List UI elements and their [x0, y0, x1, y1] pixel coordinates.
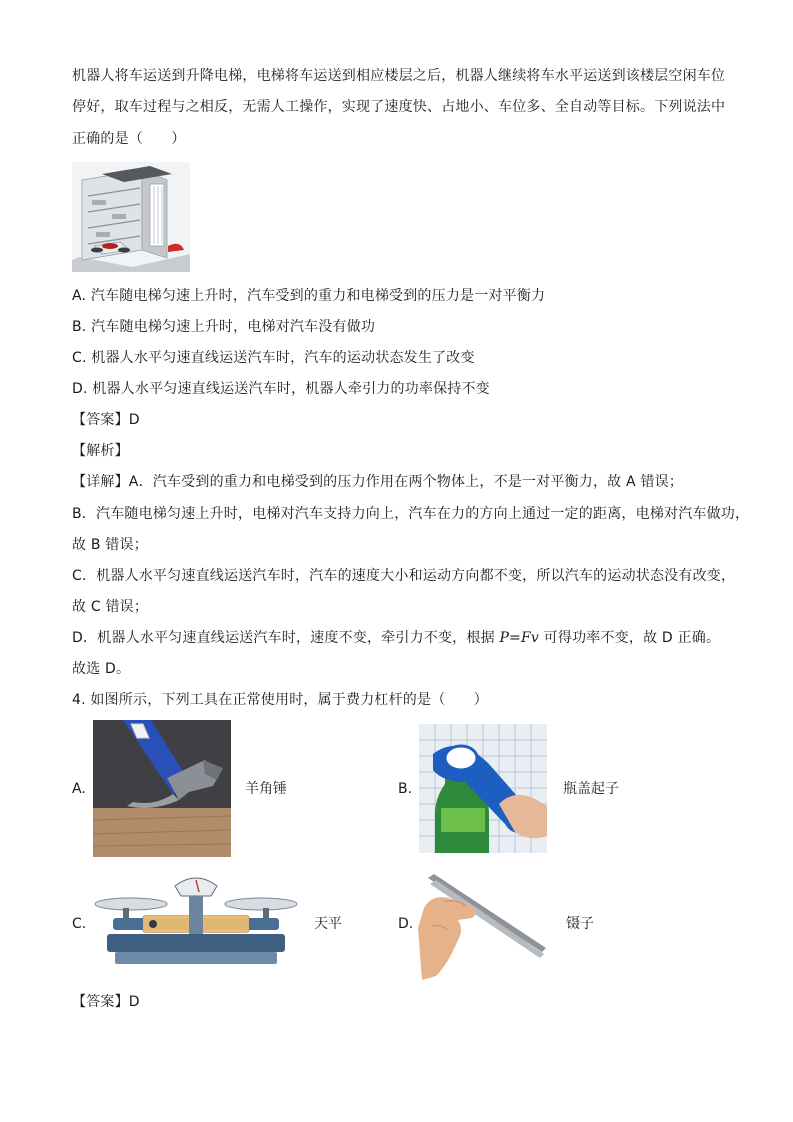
q3-detail-a: 【详解】A．汽车受到的重力和电梯受到的压力作用在两个物体上，不是一对平衡力，故 A 错误；: [72, 474, 684, 490]
q3-option-c: C. 机器人水平匀速直线运送汽车时，汽车的运动状态发生了改变: [72, 350, 475, 366]
balance-scale-image: [93, 872, 299, 974]
parking-garage-figure: [72, 162, 190, 272]
q3-detail-d-post: 可得功率不变，故 D 正确。: [539, 630, 721, 646]
q3-detail-b-2: 故 B 错误；: [72, 537, 148, 553]
bottle-opener-image: [419, 724, 547, 853]
q4-option-c-name: 天平: [314, 916, 342, 932]
q3-detail-c-1: C．机器人水平匀速直线运送汽车时，汽车的速度大小和运动方向都不变，所以汽车的运动状态没有改变，: [72, 568, 736, 584]
intro-line-2: 停好，取车过程与之相反，无需人工操作，实现了速度快、占地小、车位多、全自动等目标。下列说法中: [72, 99, 726, 115]
q4-option-d-name: 镊子: [566, 916, 594, 932]
q4-option-d-letter: D.: [398, 916, 414, 932]
q3-option-b: B. 汽车随电梯匀速上升时，电梯对汽车没有做功: [72, 319, 376, 335]
q4-answer: 【答案】D: [72, 994, 140, 1010]
intro-line-3: 正确的是（ ）: [72, 131, 186, 147]
q3-detail-c-2: 故 C 错误；: [72, 599, 149, 615]
q4-option-a-name: 羊角锤: [245, 781, 287, 797]
q3-detail-d-pre: D．机器人水平匀速直线运送汽车时，速度不变，牵引力不变，根据: [72, 630, 500, 646]
q3-option-d: D. 机器人水平匀速直线运送汽车时，机器人牵引力的功率保持不变: [72, 381, 490, 397]
q4-option-b-letter: B.: [398, 781, 413, 797]
q4-option-c-letter: C.: [72, 916, 87, 932]
q3-detail-d: [72, 628, 720, 648]
q3-option-a: A. 汽车随电梯匀速上升时，汽车受到的重力和电梯受到的压力是一对平衡力: [72, 288, 546, 304]
q3-answer: 【答案】D: [72, 412, 140, 428]
intro-line-1: 机器人将车运送到升降电梯，电梯将车运送到相应楼层之后，机器人继续将车水平运送到该楼层空闲车位: [72, 68, 726, 84]
q4-stem: 4. 如图所示，下列工具在正常使用时，属于费力杠杆的是（ ）: [72, 692, 489, 708]
q4-option-b-name: 瓶盖起子: [563, 781, 619, 797]
power-formula: P=Fv: [499, 630, 540, 646]
q3-analysis-label: 【解析】: [72, 443, 129, 459]
q3-detail-b-1: B．汽车随电梯匀速上升时，电梯对汽车支持力向上，汽车在力的方向上通过一定的距离，电梯对汽车做功，: [72, 506, 750, 522]
q3-conclusion: 故选 D。: [72, 661, 131, 677]
q4-option-a-letter: A.: [72, 781, 86, 797]
tweezers-image: [418, 868, 550, 980]
claw-hammer-image: [93, 720, 231, 857]
